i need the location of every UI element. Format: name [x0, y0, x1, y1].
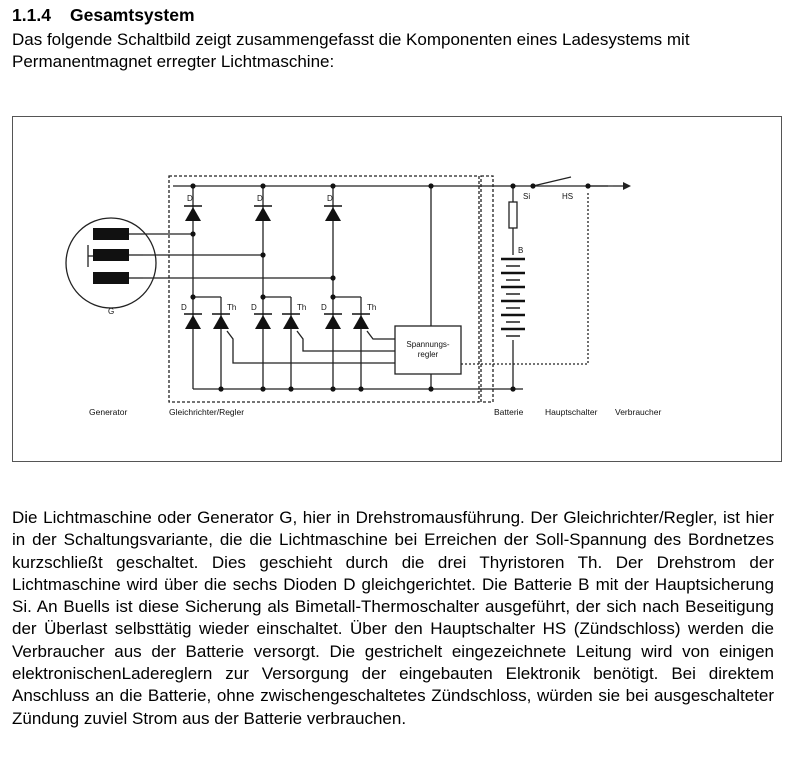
regulator-label-2: regler [417, 350, 439, 359]
caption-main-switch: Hauptschalter [545, 407, 598, 417]
generator-windings [93, 228, 129, 284]
description-paragraph: Die Lichtmaschine oder Generator G, hier in Drehstromausführung. Der Gleichrichter/Regler, ist hier in der Schaltungsvariante, die die Lichtmaschine bei Erreichen der Soll-Spannung des Bordnetzes kurzschließt geschaltet. Dies geschieht durch die drei Thyristoren Th. Der Drehstrom der Lichtmaschine wird über die sechs Dioden D gleichgerichtet. Die Batterie B mit der Hauptsicherung Si. An Buells ist diese Sicherung als Bimetall-Thermoschalter ausgeführt, der sich nach Beseitigung der Überlast selbsttätig wieder einschaltet. Über den Hauptschalter HS (Zündschloss) werden die Verbraucher aus der Batterie versorgt. Die gestrichelt eingezeichnete Leitung wird von einigen elektronischenLadereglern zur Versorgung der eingebauten Elektronik benötigt. Bei direktem Anschluss an die Batterie, ohne zwischengeschaltetes Zündschloss, würden sie bei ausgeschalteter Zündung zuviel Strom aus der Batterie verbrauchen. [12, 508, 774, 728]
label-Si: Si [523, 192, 531, 201]
caption-generator: Generator [89, 407, 128, 417]
fuse-symbol [509, 202, 517, 228]
label-B: B [518, 246, 524, 255]
caption-rectifier: Gleichrichter/Regler [169, 407, 245, 417]
label-D2: D [257, 194, 263, 203]
label-Th3: Th [367, 303, 377, 312]
section-number: 1.1.4 [12, 5, 51, 25]
junction-dots [190, 183, 590, 391]
label-D3: D [327, 194, 333, 203]
label-HS: HS [562, 192, 574, 201]
intro-paragraph: Das folgende Schaltbild zeigt zusammengefasst die Komponenten eines Ladesystems mit Permanentmagnet erregter Lichtmaschine: [12, 30, 690, 71]
label-D1: D [187, 194, 193, 203]
caption-consumer: Verbraucher [615, 407, 662, 417]
label-D6: D [321, 303, 327, 312]
regulator-label-1: Spannungs- [406, 340, 450, 349]
label-D5: D [251, 303, 257, 312]
caption-battery: Batterie [494, 407, 524, 417]
circuit-diagram [12, 116, 782, 462]
section-heading [12, 5, 195, 26]
section-title: Gesamtsystem [70, 5, 195, 25]
battery-cells [501, 259, 525, 336]
battery-box [481, 176, 493, 402]
label-G: G [108, 307, 115, 316]
rectifier-box [169, 176, 479, 402]
label-D4: D [181, 303, 187, 312]
lower-semiconductors [185, 315, 369, 329]
label-Th1: Th [227, 303, 237, 312]
circuit-diagram-svg [13, 117, 783, 463]
diodes-top [185, 207, 341, 221]
label-Th2: Th [297, 303, 307, 312]
